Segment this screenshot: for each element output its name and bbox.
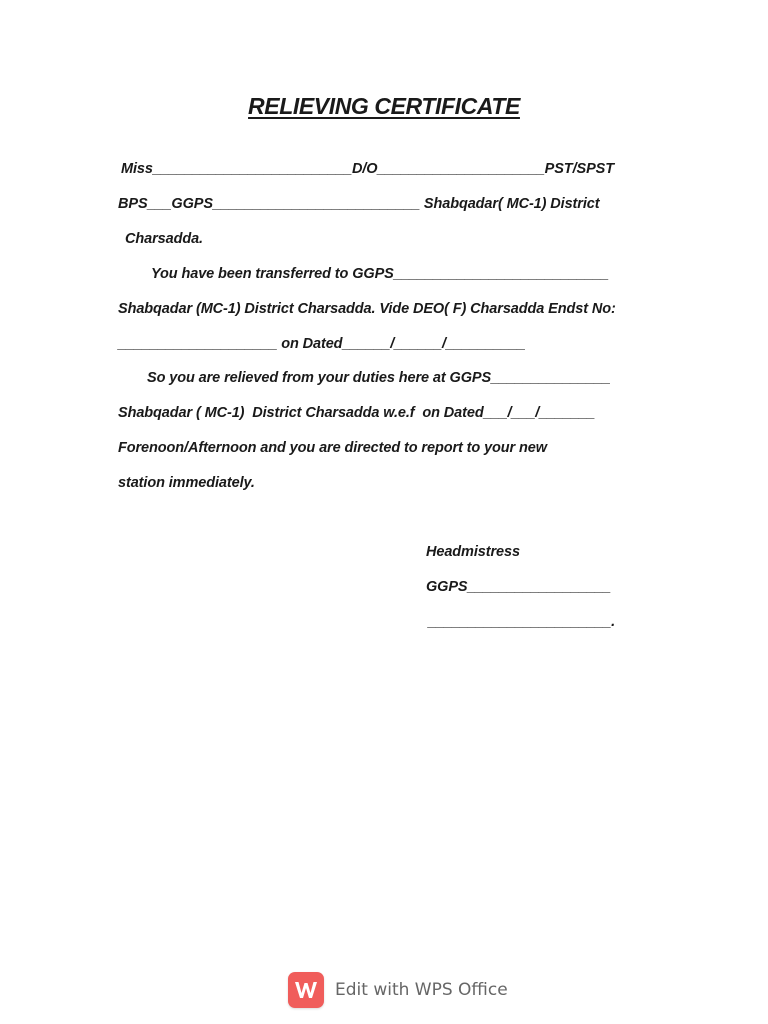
body-line-station: station immediately. bbox=[118, 475, 255, 491]
body-line-bps: BPS___GGPS__________________________ Shabqadar( MC-1) District bbox=[118, 196, 600, 212]
body-line-transferred: You have been transferred to GGPS___________________________ bbox=[151, 266, 609, 282]
signature-school: GGPS__________________ bbox=[426, 579, 611, 595]
wps-office-logo-icon[interactable] bbox=[288, 972, 324, 1008]
body-line-relieved: So you are relieved from your duties here at GGPS_______________ bbox=[147, 370, 611, 386]
body-line-vide-deo: Shabqadar (MC-1) District Charsadda. Vide DEO( F) Charsadda Endst No: bbox=[118, 301, 616, 317]
body-line-wef: Shabqadar ( MC-1) District Charsadda w.e.f on Dated___/___/_______ bbox=[118, 405, 595, 421]
document-title: RELIEVING CERTIFICATE bbox=[248, 93, 520, 119]
body-line-dated: ____________________ on Dated______/______/__________ bbox=[118, 336, 526, 352]
signature-designation: Headmistress bbox=[426, 544, 520, 560]
body-line-forenoon: Forenoon/Afternoon and you are directed to report to your new bbox=[118, 440, 547, 456]
signature-line: _______________________. bbox=[428, 614, 616, 630]
w-letter-icon bbox=[293, 979, 319, 1001]
body-line-charsadda: Charsadda. bbox=[125, 231, 203, 247]
edit-with-wps-link[interactable]: Edit with WPS Office bbox=[335, 980, 508, 1000]
wps-footer[interactable] bbox=[288, 972, 508, 1008]
body-line-miss: Miss_________________________D/O_____________________PST/SPST bbox=[121, 161, 614, 177]
